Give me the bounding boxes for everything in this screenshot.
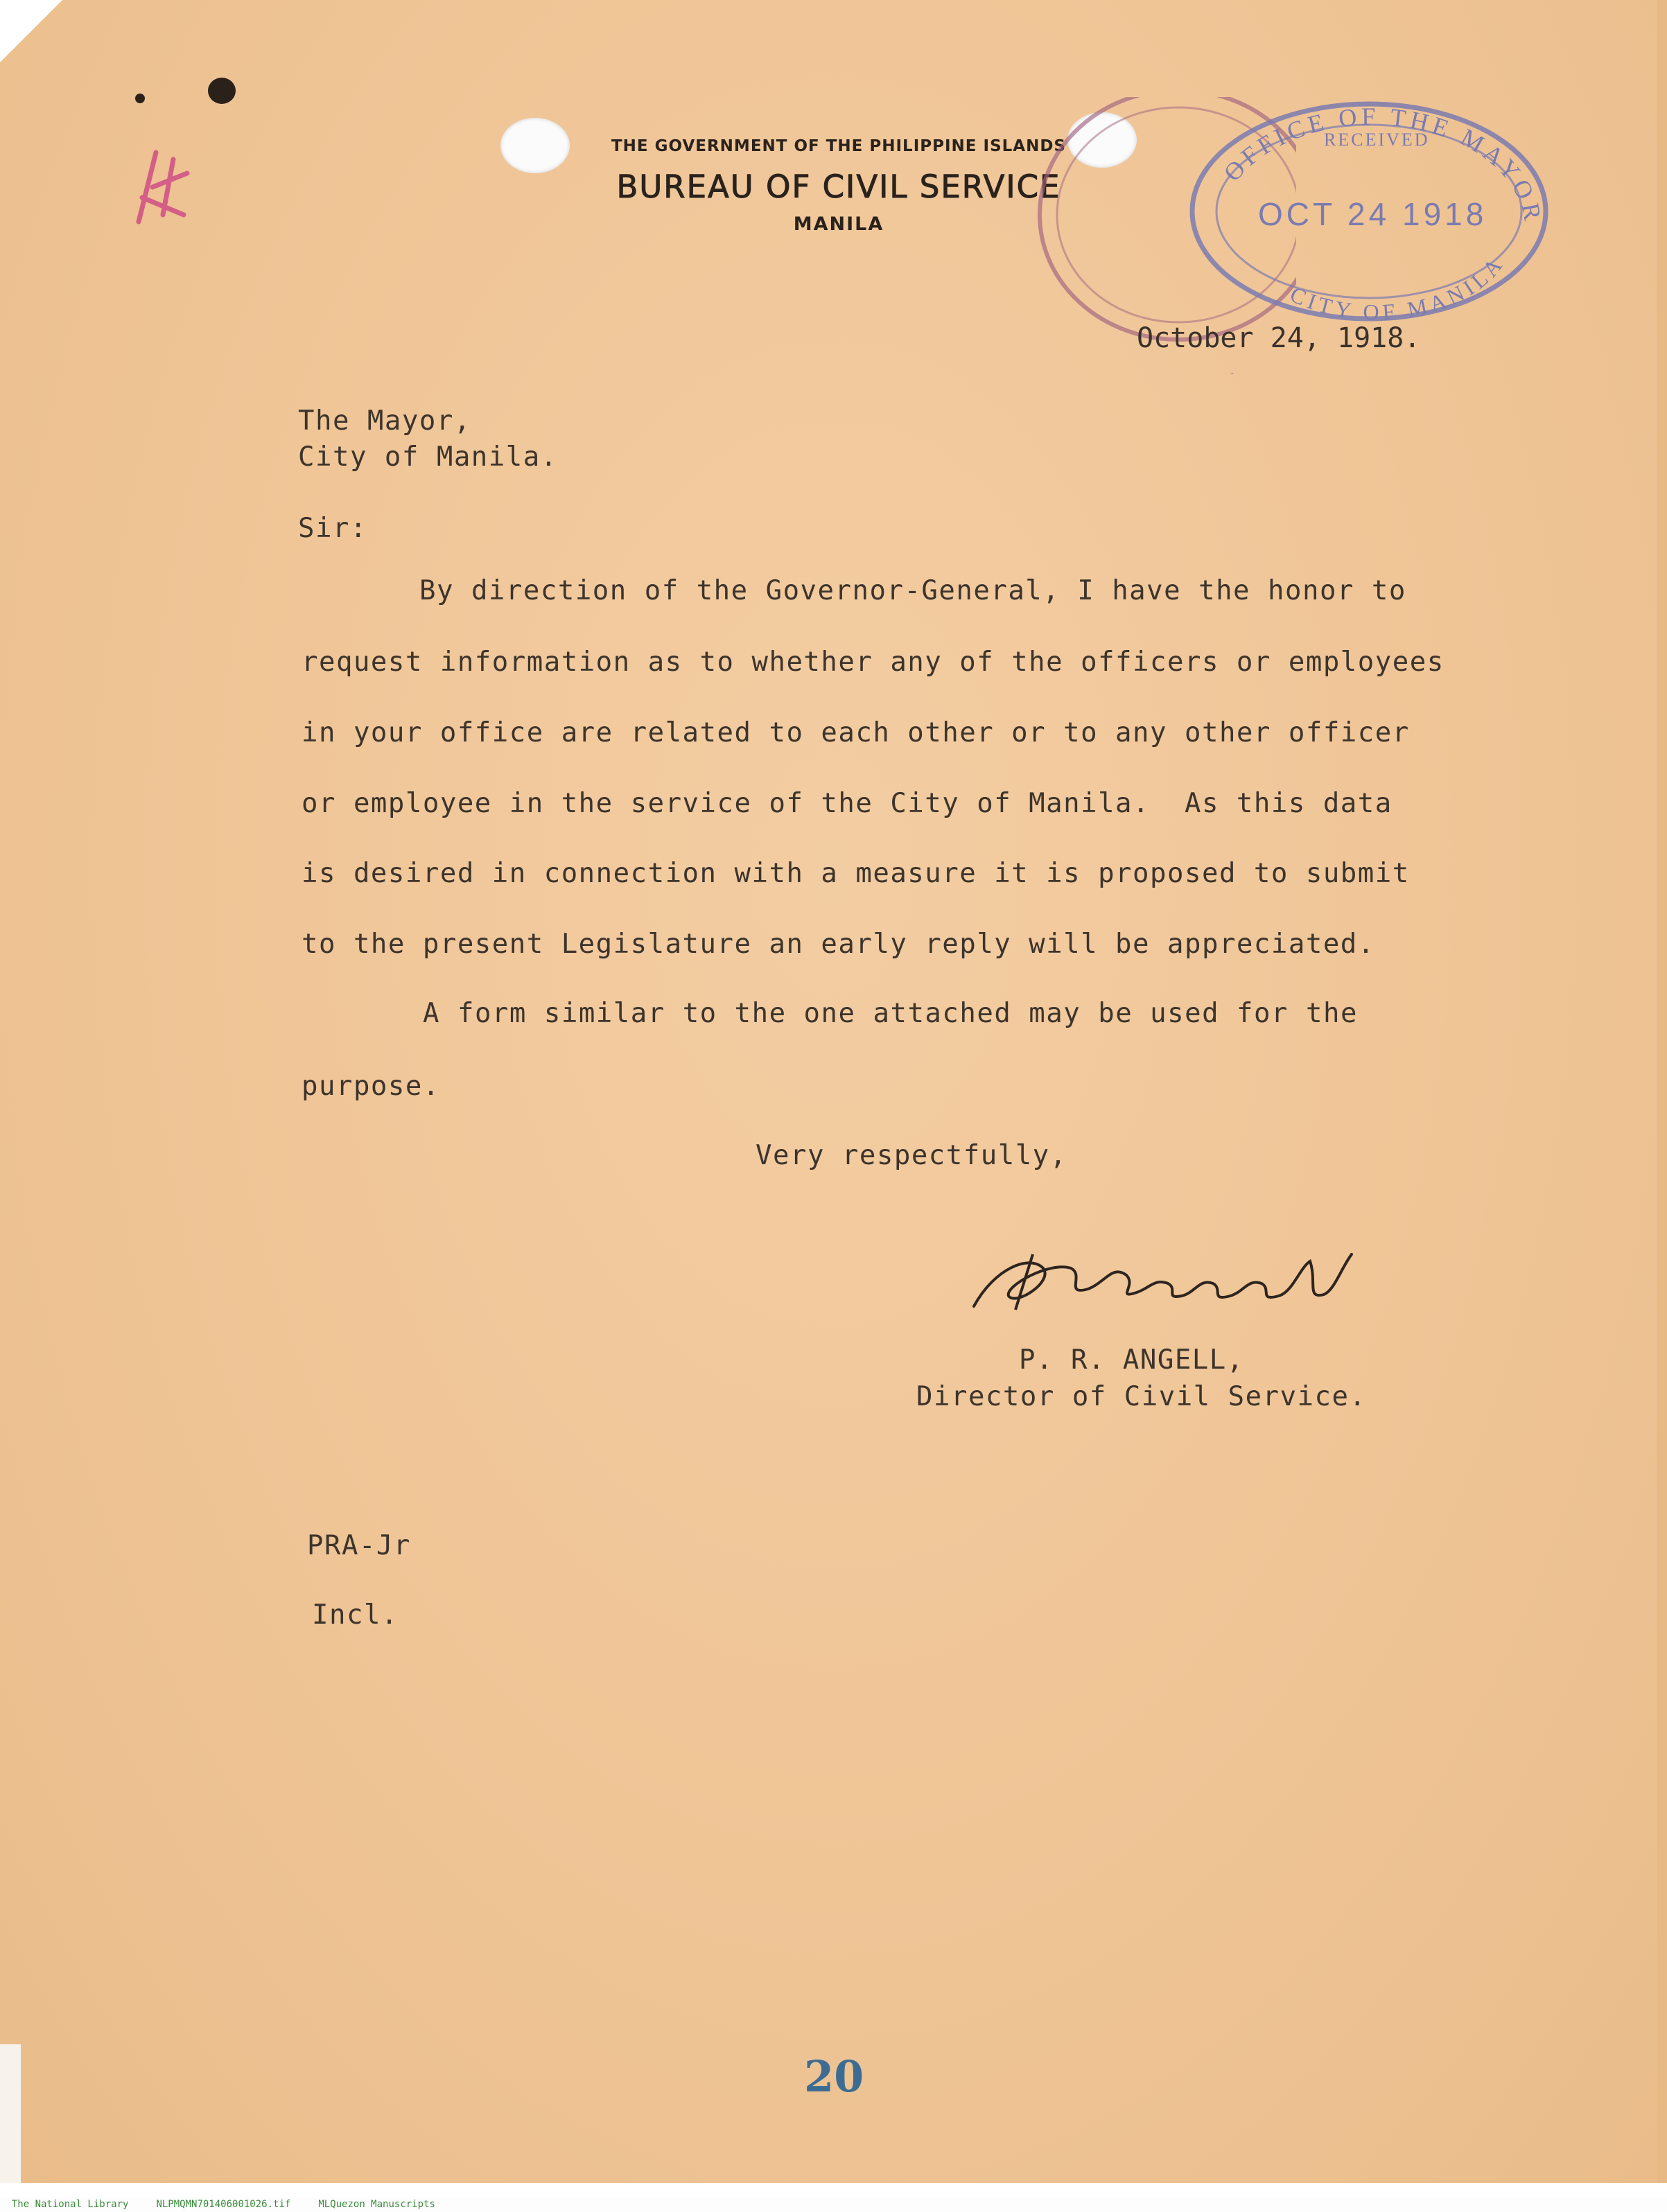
body-line: request information as to whether any of the officers or employees (302, 647, 1445, 678)
body-line: or employee in the service of the City of Manila. As this data (302, 788, 1393, 819)
body-line: to the present Legislature an early reply will be appreciated. (302, 929, 1375, 960)
enclosure-note: Incl. (312, 1599, 399, 1631)
paper-edge (1657, 0, 1667, 2183)
page-number: 20 (804, 2051, 864, 2102)
folded-corner (0, 0, 62, 62)
letter-date: October 24, 1918. (1137, 322, 1421, 354)
body-line: By direction of the Governor-General, I have the honor to (419, 575, 1406, 606)
body-line: A form similar to the one attached may be used for the (423, 998, 1358, 1029)
signer-title: Director of Civil Service. (916, 1381, 1367, 1412)
body-line: in your office are related to each other or to any other officer (302, 717, 1410, 748)
body-line: is desired in connection with a measure it is proposed to submit (302, 858, 1410, 889)
footer-collection: MLQuezon Manuscripts (318, 2199, 435, 2210)
reference-initials: PRA-Jr (307, 1530, 411, 1561)
footer-library: The National Library (11, 2199, 129, 2210)
svg-text:CITY OF MANILA: CITY OF MANILA (1286, 249, 1510, 325)
handwritten-signature (967, 1240, 1355, 1324)
signer-name: P. R. ANGELL, (1019, 1344, 1244, 1376)
scan-footer (0, 2183, 1667, 2210)
footer-file: NLPMQMN701406001026.tif (156, 2199, 291, 2210)
letterhead-bureau: BUREAU OF CIVIL SERVICE (616, 168, 1061, 205)
pencil-mark-icon (125, 132, 201, 236)
ink-spot (135, 94, 145, 103)
ink-spot (208, 78, 236, 104)
body-line: purpose. (302, 1071, 440, 1102)
stamp-date: OCT 24 1918 (1258, 196, 1487, 232)
svg-text:OFFICE OF THE MAYOR: OFFICE OF THE MAYOR (1218, 102, 1548, 227)
addressee-line-1: The Mayor, (298, 405, 471, 437)
letterhead-city: MANILA (793, 213, 884, 235)
svg-text:RECEIVED: RECEIVED (1324, 130, 1430, 150)
torn-edge (0, 2044, 21, 2183)
closing: Very respectfully, (756, 1140, 1067, 1171)
letterhead-government: THE GOVERNMENT OF THE PHILIPPINE ISLANDS (611, 137, 1066, 155)
salutation: Sir: (298, 513, 367, 544)
addressee-line-2: City of Manila. (298, 441, 558, 473)
